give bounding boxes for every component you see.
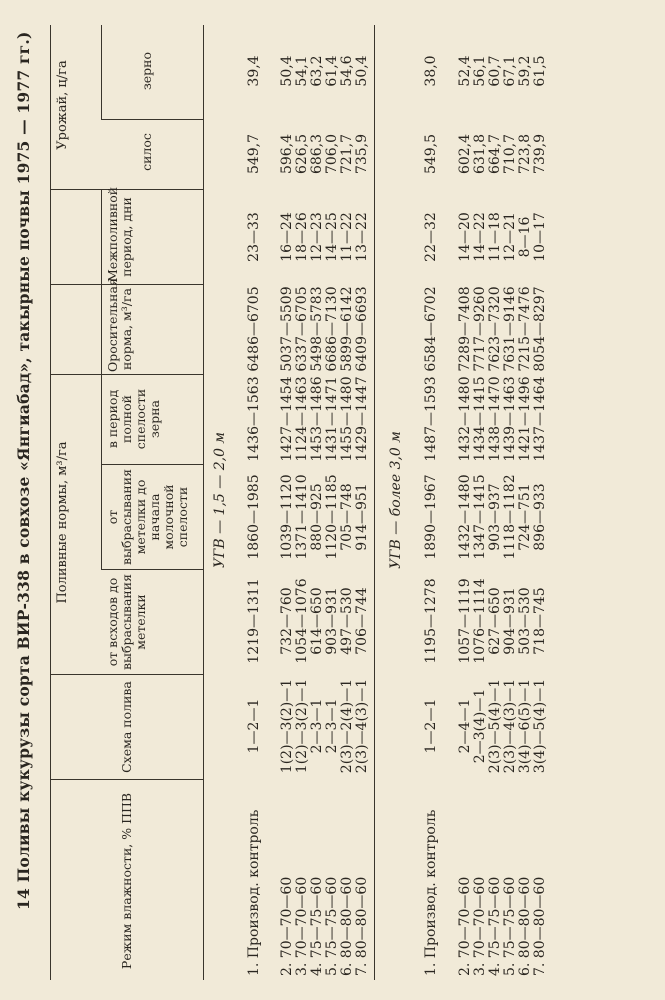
table-row-interval: 11—22 (339, 212, 355, 262)
table-row-silage: 721,7 (339, 133, 355, 175)
table-row-mode: 5. 75—75—60 (324, 876, 340, 976)
table-row-interval: 8—16 (517, 216, 533, 258)
col-divider-1 (50, 779, 203, 780)
section-divider (374, 25, 375, 980)
table-row-grain: 59,2 (517, 55, 533, 87)
table-row-mode: 6. 80—80—60 (517, 876, 533, 976)
table-row-norm2: 705—748 (339, 483, 355, 551)
col-divider-3 (101, 569, 203, 570)
table-row-interval: 14—25 (324, 212, 340, 262)
table-row-mode: 3. 70—70—60 (472, 876, 488, 976)
col-divider-2 (50, 674, 203, 675)
table-row-scheme: 2(3)—4(3)—1 (354, 678, 370, 774)
table-row-norm2: 1039—1120 (279, 474, 295, 560)
table-row-irrigation: 6686—7130 (324, 286, 340, 372)
table-title: 14 Поливы кукурузы сорта ВИР-338 в совхозе «Янгиабад», такырные почвы 1975 — 1977 гг.) (14, 31, 33, 910)
table-row-interval: 16—24 (279, 212, 295, 262)
header-yield-group: Урожай, ц/га (55, 60, 70, 150)
header-norm2: от выбрасывания метелки до начала молочной спелости (105, 469, 190, 565)
table-row-scheme: 2—3(4)—1 (472, 688, 488, 764)
table-row-interval: 23—33 (246, 212, 262, 262)
table-row-grain: 60,7 (487, 55, 503, 87)
table-row-grain: 50,4 (354, 55, 370, 87)
table-row-norm3: 1432—1480 (457, 376, 473, 462)
table-row-norm3: 1438—1470 (487, 376, 503, 462)
section-label: УГВ — более 3,0 м (388, 431, 404, 569)
table-row-norm1: 1054—1076 (294, 578, 310, 664)
table-row-interval: 10—17 (532, 212, 548, 262)
table-row-grain: 52,4 (457, 55, 473, 87)
table-row-scheme: 2(3)—2(4)—1 (339, 678, 355, 774)
table-row-irrigation: 7717—9260 (472, 286, 488, 372)
header-interval: Межполивной период, дни (105, 186, 134, 282)
table-row-irrigation: 6409—6693 (354, 286, 370, 372)
table-row-norm1: 903—931 (324, 587, 340, 655)
table-row-mode: 6. 80—80—60 (339, 876, 355, 976)
table-row-silage: 739,9 (532, 133, 548, 175)
table-row-silage: 686,3 (309, 133, 325, 175)
table-row-norm2: 896—933 (532, 483, 548, 551)
table-row-norm2: 1347—1415 (472, 474, 488, 560)
table-row-scheme: 3(4)—5(4)—1 (532, 678, 548, 774)
table-row-irrigation: 6486—6705 (246, 286, 262, 372)
col-divider-4 (101, 464, 203, 465)
table-row-norm1: 497—530 (339, 587, 355, 655)
table-row-interval: 12—21 (502, 212, 518, 262)
header-norm1: от всходов до выбрасывания метелки (105, 574, 148, 670)
table-row-norm3: 1124—1463 (294, 376, 310, 462)
table-row-norm1: 732—760 (279, 587, 295, 655)
yield-group-rule (101, 25, 102, 120)
col-divider-8 (101, 119, 203, 120)
norms-group-rule (101, 190, 102, 570)
col-divider-6 (50, 284, 203, 285)
table-row-scheme: 1(2)—3(2)—1 (279, 678, 295, 774)
table-row-grain: 56,1 (472, 55, 488, 87)
table-row-norm2: 1860—1985 (246, 474, 262, 560)
table-row-norm3: 1437—1464 (532, 376, 548, 462)
table-row-norm1: 1076—1114 (472, 578, 488, 664)
table-row-mode: 5. 75—75—60 (502, 876, 518, 976)
header-silage: силос (139, 133, 154, 171)
table-row-interval: 11—18 (487, 212, 503, 262)
table-row-norm3: 1455—1480 (339, 376, 355, 462)
table-row-interval: 22—32 (423, 212, 439, 262)
table-row-scheme: 2—3—1 (309, 698, 325, 754)
table-row-mode: 2. 70—70—60 (279, 876, 295, 976)
header-grain: зерно (139, 51, 154, 91)
table-row-mode: 1. Производ. контроль (423, 809, 439, 976)
header-norm3: в период полной спелости зерна (105, 388, 162, 450)
table-row-grain: 50,4 (279, 55, 295, 87)
table-row-silage: 549,7 (246, 133, 262, 175)
table-row-irrigation: 7623—7320 (487, 286, 503, 372)
table-row-grain: 54,1 (294, 55, 310, 87)
table-row-mode: 7. 80—80—60 (354, 876, 370, 976)
table-row-interval: 14—20 (457, 212, 473, 262)
table-row-irrigation: 5899—6142 (339, 286, 355, 372)
table-row-norm2: 1371—1410 (294, 474, 310, 560)
table-row-norm1: 1219—1311 (246, 578, 262, 664)
table-row-silage: 706,0 (324, 133, 340, 175)
table-row-norm2: 914—951 (354, 483, 370, 551)
table-row-interval: 14—22 (472, 212, 488, 262)
table-row-interval: 18—26 (294, 212, 310, 262)
table-row-irrigation: 8054—8297 (532, 286, 548, 372)
section-label: УГВ — 1,5 — 2,0 м (212, 431, 228, 569)
table-row-scheme: 2—3—1 (324, 698, 340, 754)
table-row-norm1: 1057—1119 (457, 578, 473, 664)
table-row-norm3: 1453—1486 (309, 376, 325, 462)
table-row-silage: 710,7 (502, 133, 518, 175)
table-row-mode: 2. 70—70—60 (457, 876, 473, 976)
header-mode: Режим влажности, % ППВ (119, 792, 134, 970)
table-row-mode: 4. 75—75—60 (487, 876, 503, 976)
table-row-irrigation: 6337—6705 (294, 286, 310, 372)
table-row-silage: 626,5 (294, 133, 310, 175)
table-row-scheme: 2(3)—4(3)—1 (502, 678, 518, 774)
table-row-mode: 1. Производ. контроль (246, 809, 262, 976)
table-row-norm2: 903—937 (487, 483, 503, 551)
table-row-norm1: 627—650 (487, 587, 503, 655)
table-row-grain: 61,5 (532, 55, 548, 87)
table-row-grain: 54,6 (339, 55, 355, 87)
table-row-scheme: 1(2)—3(2)—1 (294, 678, 310, 774)
table-row-irrigation: 5037—5509 (279, 286, 295, 372)
header-norms-group: Поливные нормы, м³/га (55, 441, 70, 604)
table-row-irrigation: 7289—7408 (457, 286, 473, 372)
table-row-grain: 63,2 (309, 55, 325, 87)
table-row-scheme: 3(4)—6(5)—1 (517, 678, 533, 774)
table-row-norm3: 1431—1471 (324, 376, 340, 462)
table-row-scheme: 2—4—1 (457, 698, 473, 754)
table-row-grain: 39,4 (246, 55, 262, 87)
table-row-norm2: 1118—1182 (502, 474, 518, 560)
header-top-rule (50, 25, 51, 980)
col-divider-7 (50, 189, 203, 190)
table-row-norm3: 1439—1463 (502, 376, 518, 462)
table-row-norm2: 1890—1967 (423, 474, 439, 560)
table-row-norm3: 1487—1593 (423, 376, 439, 462)
header-bottom-rule (203, 25, 204, 980)
table-row-silage: 735,9 (354, 133, 370, 175)
table-row-norm3: 1434—1415 (472, 376, 488, 462)
table-row-norm3: 1421—1496 (517, 376, 533, 462)
table-row-silage: 664,7 (487, 133, 503, 175)
table-row-norm1: 1195—1278 (423, 578, 439, 664)
table-row-mode: 4. 75—75—60 (309, 876, 325, 976)
table-row-grain: 67,1 (502, 55, 518, 87)
header-scheme: Схема полива (119, 681, 134, 773)
table-row-norm2: 880—925 (309, 483, 325, 551)
table-row-irrigation: 7215—7476 (517, 286, 533, 372)
table-row-irrigation: 5498—5783 (309, 286, 325, 372)
header-irrigation: Оросительная норма, м³/га (105, 278, 134, 372)
table-row-silage: 596,4 (279, 133, 295, 175)
table-row-norm1: 904—931 (502, 587, 518, 655)
table-row-norm1: 718—745 (532, 587, 548, 655)
table-row-norm3: 1436—1563 (246, 376, 262, 462)
table-row-scheme: 1—2—1 (246, 698, 262, 754)
table-row-mode: 7. 80—80—60 (532, 876, 548, 976)
table-row-silage: 549,5 (423, 133, 439, 175)
table-row-norm3: 1429—1447 (354, 376, 370, 462)
table-row-norm2: 1432—1480 (457, 474, 473, 560)
table-row-scheme: 1—2—1 (423, 698, 439, 754)
table-row-norm1: 706—744 (354, 587, 370, 655)
table-row-mode: 3. 70—70—60 (294, 876, 310, 976)
table-row-interval: 12—23 (309, 212, 325, 262)
table-row-silage: 723,8 (517, 133, 533, 175)
table-row-interval: 13—22 (354, 212, 370, 262)
table-row-norm2: 1120—1185 (324, 474, 340, 560)
table-row-irrigation: 7631—9146 (502, 286, 518, 372)
table-row-silage: 631,8 (472, 133, 488, 175)
table-row-norm2: 724—751 (517, 483, 533, 551)
table-row-irrigation: 6584—6702 (423, 286, 439, 372)
table-row-silage: 602,4 (457, 133, 473, 175)
table-row-norm1: 503—530 (517, 587, 533, 655)
table-row-norm3: 1427—1454 (279, 376, 295, 462)
table-row-grain: 61,4 (324, 55, 340, 87)
table-row-grain: 38,0 (423, 55, 439, 87)
table-row-scheme: 2(3)—5(4)—1 (487, 678, 503, 774)
col-divider-5 (50, 374, 203, 375)
table-row-norm1: 614—650 (309, 587, 325, 655)
